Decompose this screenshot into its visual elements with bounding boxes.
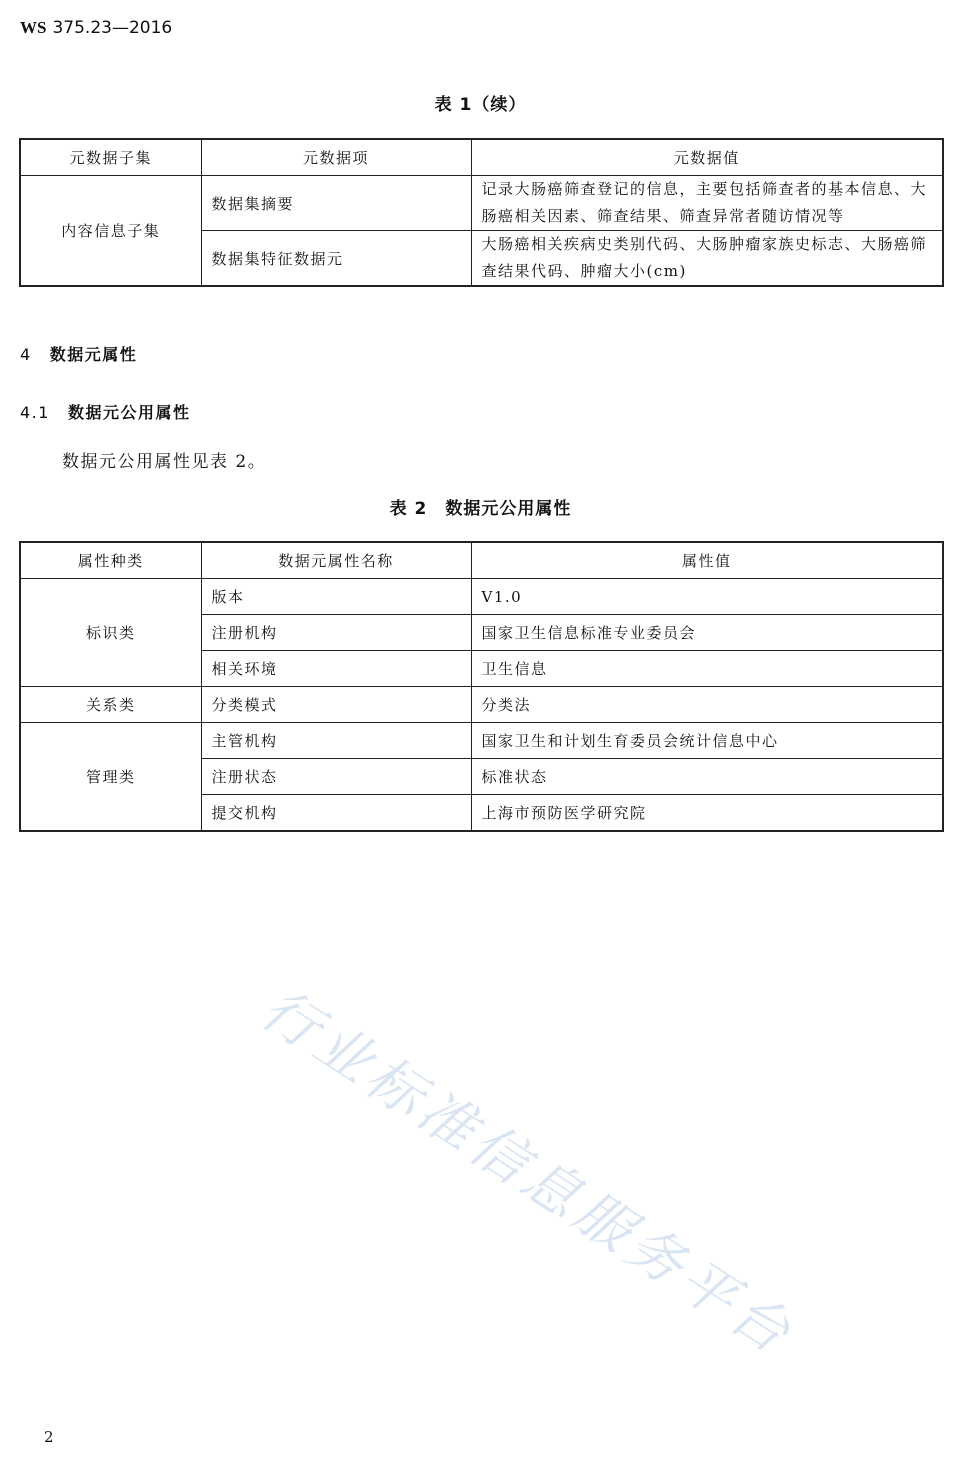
table-row xyxy=(20,579,943,615)
attribute-value-cell: 国家卫生和计划生育委员会统计信息中心 xyxy=(471,723,943,759)
value-cell: 记录大肠癌筛查登记的信息，主要包括筛查者的基本信息、大肠癌相关因素、筛查结果、筛查异常者随访情况等 xyxy=(471,176,943,231)
item-cell: 数据集特征数据元 xyxy=(201,231,471,287)
table-row xyxy=(20,687,943,723)
section-heading xyxy=(20,342,137,365)
section-number: 4.1 xyxy=(20,403,50,422)
attribute-name-cell: 主管机构 xyxy=(201,723,471,759)
attribute-value-cell: 上海市预防医学研究院 xyxy=(471,795,943,832)
table-header-cell: 元数据项 xyxy=(201,139,471,176)
document-code xyxy=(20,18,172,38)
value-cell: 大肠癌相关疾病史类别代码、大肠肿瘤家族史标志、大肠癌筛查结果代码、肿瘤大小(cm) xyxy=(471,231,943,287)
category-cell: 标识类 xyxy=(20,579,201,687)
section-title: 数据元公用属性 xyxy=(67,403,191,422)
table-header-cell: 属性值 xyxy=(471,542,943,579)
table-header-cell: 元数据值 xyxy=(471,139,943,176)
table-header-cell: 元数据子集 xyxy=(20,139,201,176)
table2 xyxy=(19,541,944,832)
table1-caption: 表 1（续） xyxy=(434,95,527,115)
table-header-cell: 属性种类 xyxy=(20,542,201,579)
attribute-name-cell: 注册状态 xyxy=(201,759,471,795)
attribute-value-cell: 分类法 xyxy=(471,687,943,723)
attribute-value-cell: 卫生信息 xyxy=(471,651,943,687)
watermark: 行业标准信息服务平台 xyxy=(249,976,806,1369)
section-number: 4 xyxy=(20,345,32,364)
table1 xyxy=(19,138,944,287)
table-row xyxy=(20,723,943,759)
body-paragraph: 数据元公用属性见表 2。 xyxy=(62,452,267,472)
attribute-name-cell: 分类模式 xyxy=(201,687,471,723)
table-row xyxy=(20,176,943,231)
subsection-heading xyxy=(20,400,190,423)
item-cell: 数据集摘要 xyxy=(201,176,471,231)
code-number: 375.23—2016 xyxy=(52,18,173,38)
attribute-value-cell: 标准状态 xyxy=(471,759,943,795)
category-cell: 关系类 xyxy=(20,687,201,723)
table-header-row xyxy=(20,139,943,176)
page-number: 2 xyxy=(44,1428,54,1446)
table2-caption: 表 2 数据元公用属性 xyxy=(389,499,572,519)
attribute-value-cell: 国家卫生信息标准专业委员会 xyxy=(471,615,943,651)
table-header-cell: 数据元属性名称 xyxy=(201,542,471,579)
attribute-name-cell: 注册机构 xyxy=(201,615,471,651)
attribute-name-cell: 版本 xyxy=(201,579,471,615)
subset-cell: 内容信息子集 xyxy=(20,176,201,287)
attribute-name-cell: 相关环境 xyxy=(201,651,471,687)
attribute-value-cell: V1.0 xyxy=(471,579,943,615)
code-prefix: WS xyxy=(20,18,47,37)
section-title: 数据元属性 xyxy=(49,345,138,364)
table-header-row xyxy=(20,542,943,579)
attribute-name-cell: 提交机构 xyxy=(201,795,471,832)
category-cell: 管理类 xyxy=(20,723,201,832)
